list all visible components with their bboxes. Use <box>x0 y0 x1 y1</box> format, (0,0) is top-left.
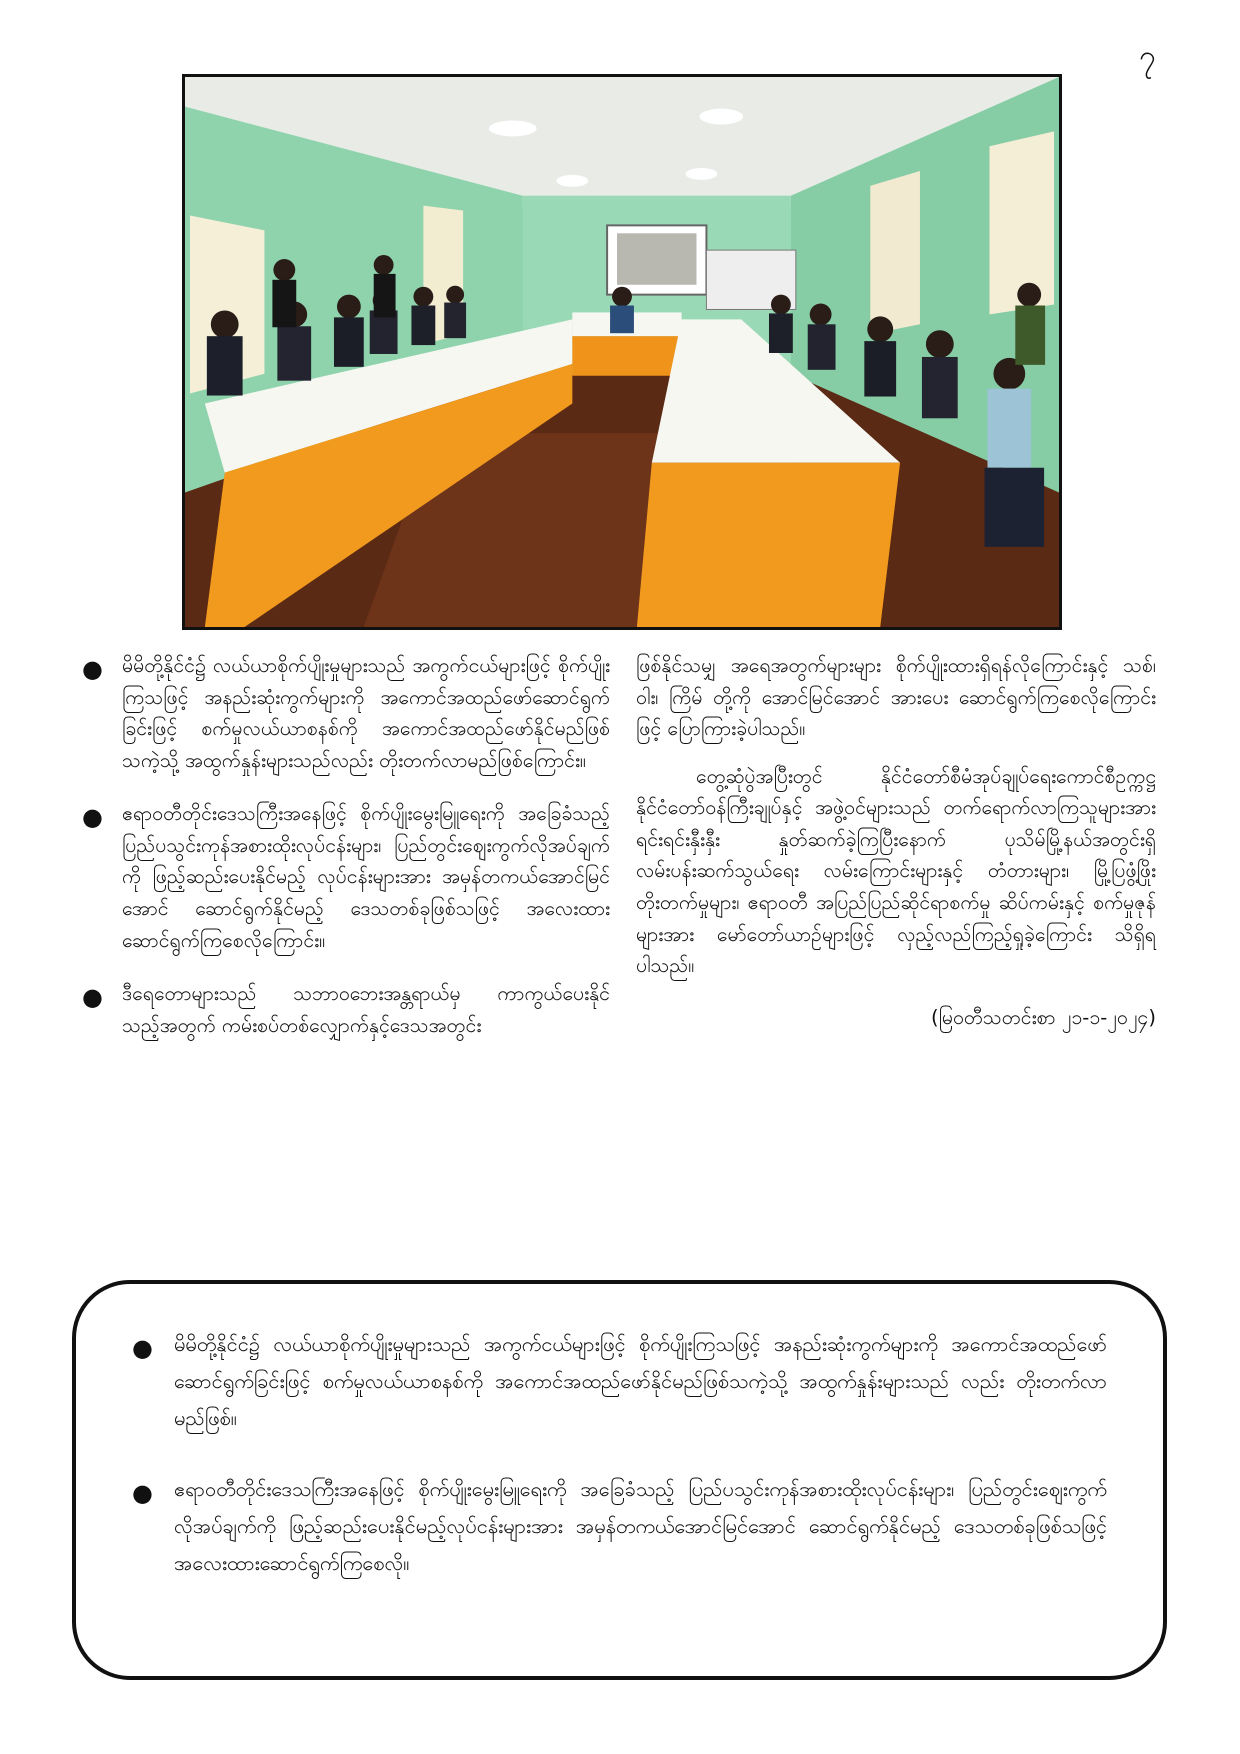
right-paragraph-1: ဖြစ်နိုင်သမျှ အရေအတွက်များများ စိုက်ပျိုးထားရှိရန်လိုကြောင်းနှင့် သစ်၊ ဝါး၊ ကြိမ် တို့ကို အောင်မြင်အောင် အားပေး ဆောင်ရွက်ကြစေလိုကြောင်းဖြင့် ပြောကြားခဲ့ပါသည်။ <box>636 654 1156 741</box>
left-bullet-1-text: မိမိတို့နိုင်ငံ၌ လယ်ယာစိုက်ပျိုးမှုများသည် အကွက်ငယ်များဖြင့် စိုက်ပျိုးကြသဖြင့် အနည်းဆုံးကွက်များကို အကောင်အထည်ဖော်ဆောင်ရွက်ခြင်းဖြင့် စက်မှုလယ်ယာစနစ်ကို အကောင်အထည်ဖော်နိုင်မည်ဖြစ်သကဲ့သို့ အထွက်နှုန်းများသည်လည်း တိုးတက်လာမည်ဖြစ်ကြောင်း။ <box>122 654 610 772</box>
right-column <box>636 650 1156 1033</box>
page-number: ၇ <box>1139 39 1156 74</box>
left-bullet-3 <box>82 978 610 1041</box>
left-bullet-2-text: ဧရာဝတီတိုင်းဒေသကြီးအနေဖြင့် စိုက်ပျိုးမွေးမြူရေးကို အခြေခံသည့် ပြည်ပသွင်းကုန်အစားထိုးလုပ်ငန်းများ၊ ပြည်တွင်းဈေးကွက်လိုအပ်ချက်ကို ဖြည့်ဆည်းပေးနိုင်မည့် လုပ်ငန်းများအား အမှန်တကယ်အောင်မြင်အောင် ဆောင်ရွက်နိုင်မည့် ဒေသတစ်ခုဖြစ်သဖြင့် အလေးထားဆောင်ရွက်ကြစေလိုကြောင်း။ <box>122 802 610 952</box>
right-paragraph-2: တွေ့ဆုံပွဲအပြီးတွင် နိုင်ငံတော်စီမံအုပ်ချုပ်ရေးကောင်စီဥက္ကဋ္ဌ နိုင်ငံတော်ဝန်ကြီးချုပ်နှင့် အဖွဲ့ဝင်များသည် တက်ရောက်လာကြသူများအား ရင်းရင်းနှီးနှီး နှုတ်ဆက်ခဲ့ကြပြီးနောက် ပုသိမ်မြို့နယ်အတွင်းရှိ လမ်းပန်းဆက်သွယ်ရေး လမ်းကြောင်းများနှင့် တံတားများ၊ မြို့ပြဖွံ့ဖြိုးတိုးတက်မှုများ၊ ဧရာဝတီ အပြည်ပြည်ဆိုင်ရာစက်မှု ဆိပ်ကမ်းနှင့် စက်မှုဇုန်များအား မော်တော်ယာဉ်များဖြင့် လှည့်လည်ကြည့်ရှုခဲ့ကြောင်း သိရှိရပါသည်။ <box>636 764 1156 978</box>
bullet-icon: ● <box>82 983 103 1012</box>
bullet-icon: ● <box>82 803 103 832</box>
left-bullet-3-text: ဒီရေတောများသည် သဘာဝဘေးအန္တရာယ်မှ ကာကွယ်ပေးနိုင်သည့်အတွက် ကမ်းစပ်တစ်လျှောက်နှင့်ဒေသအတွင်း <box>122 982 610 1037</box>
meeting-room-illustration <box>185 77 1059 627</box>
left-bullet-2 <box>82 798 610 956</box>
left-column <box>82 650 610 1063</box>
summary-bullet-2-text: ဧရာဝတီတိုင်းဒေသကြီးအနေဖြင့် စိုက်ပျိုးမွေးမြူရေးကို အခြေခံသည့် ပြည်ပသွင်းကုန်အစားထိုးလုပ်ငန်းများ၊ ပြည်တွင်းဈေးကွက်လိုအပ်ချက်ကို ဖြည့်ဆည်းပေးနိုင်မည့်လုပ်ငန်းများအား အမှန်တကယ်အောင်မြင်အောင် ဆောင်ရွက်နိုင်မည့် ဒေသတစ်ခုဖြစ်သဖြင့် အလေးထားဆောင်ရွက်ကြစေလို။ <box>174 1477 1107 1575</box>
bullet-icon: ● <box>132 1479 153 1507</box>
news-source: (မြဝတီသတင်းစာ ၂၁-၁-၂၀၂၄) <box>930 1005 1156 1029</box>
left-bullet-1 <box>82 650 610 776</box>
bullet-icon: ● <box>132 1334 153 1362</box>
summary-bullet-1 <box>132 1326 1107 1437</box>
bullet-icon: ● <box>82 655 103 683</box>
summary-bullet-1-text: မိမိတို့နိုင်ငံ၌ လယ်ယာစိုက်ပျိုးမှုများသည် အကွက်ငယ်များဖြင့် စိုက်ပျိုးကြသဖြင့် အနည်းဆုံးကွက်များကို အကောင်အထည်ဖော်ဆောင်ရွက်ခြင်းဖြင့် စက်မှုလယ်ယာစနစ်ကို အကောင်အထည်ဖော်နိုင်မည်ဖြစ်သကဲ့သို့ အထွက်နှုန်းများသည် လည်း တိုးတက်လာမည်ဖြစ်။ <box>174 1332 1107 1430</box>
summary-box <box>72 1280 1167 1680</box>
summary-bullet-2 <box>132 1471 1107 1582</box>
meeting-photo <box>182 74 1062 630</box>
